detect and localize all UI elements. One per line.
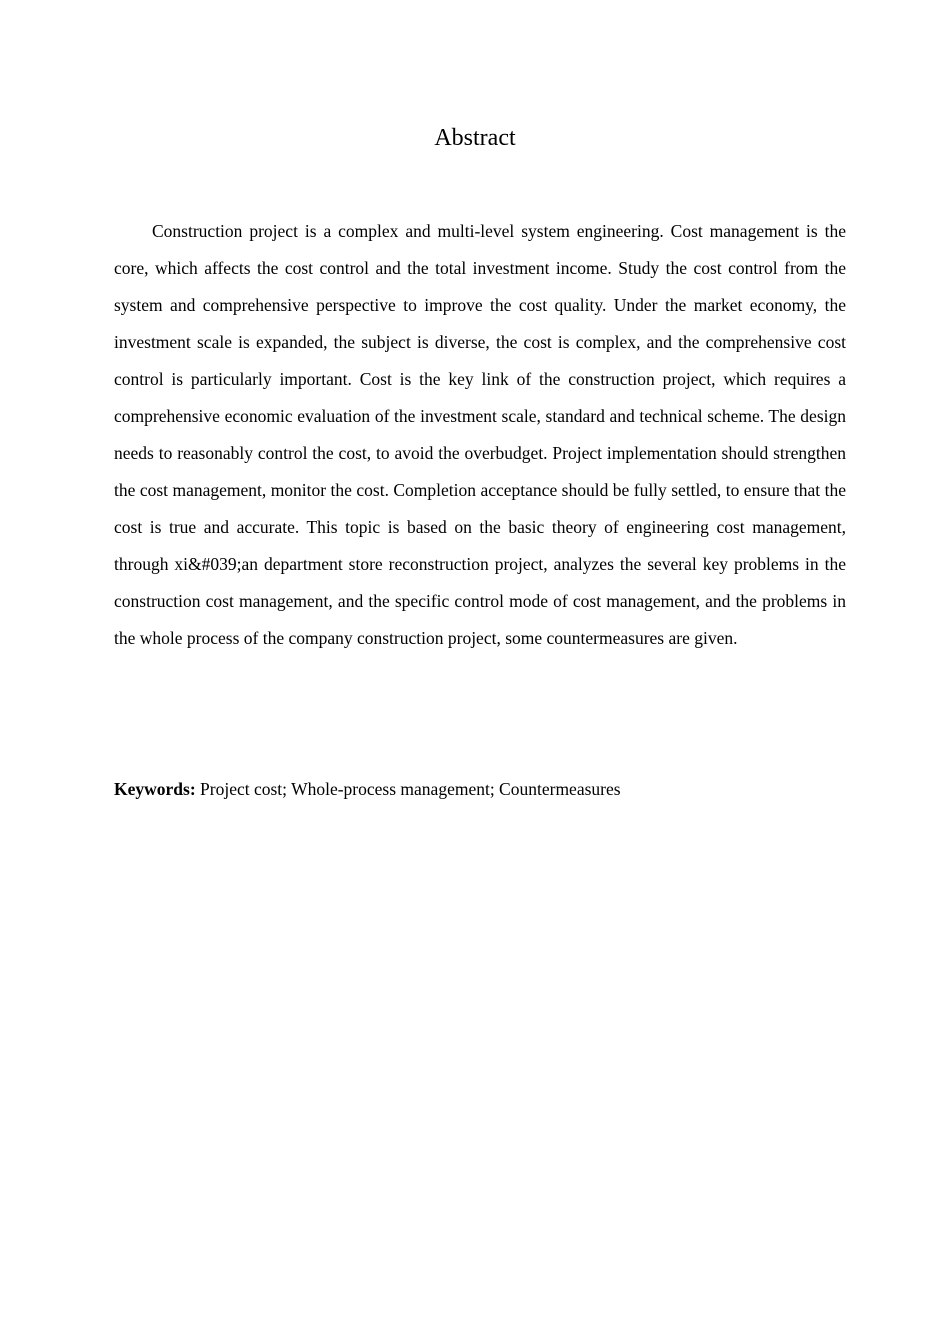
page-title: Abstract [434,125,516,151]
abstract-paragraph: Construction project is a complex and multi-level system engineering. Cost management is the core, which affects the cost control and the total investment income. Study the cost control from the system and comprehensive perspective to improve the cost quality. Under the market economy, the investment scale is expanded, the subject is diverse, the cost is complex, and the comprehensive cost control is particularly important. Cost is the key link of the construction project, which requires a comprehensive economic evaluation of the investment scale, standard and technical scheme. The design needs to reasonably control the cost, to avoid the overbudget. Project implementation should strengthen the cost management, monitor the cost. Completion acceptance should be fully settled, to ensure that the cost is true and accurate. This topic is based on the basic theory of engineering cost management, through xi&#039;an department store reconstruction project, analyzes the several key problems in the construction cost management, and the specific control mode of cost management, and the problems in the whole process of the company construction project, some countermeasures are given. [114,221,846,648]
keywords-text: Project cost; Whole-process management; Countermeasures [195,779,621,799]
keywords-line [114,771,846,807]
keywords-label: Keywords: [114,779,196,799]
